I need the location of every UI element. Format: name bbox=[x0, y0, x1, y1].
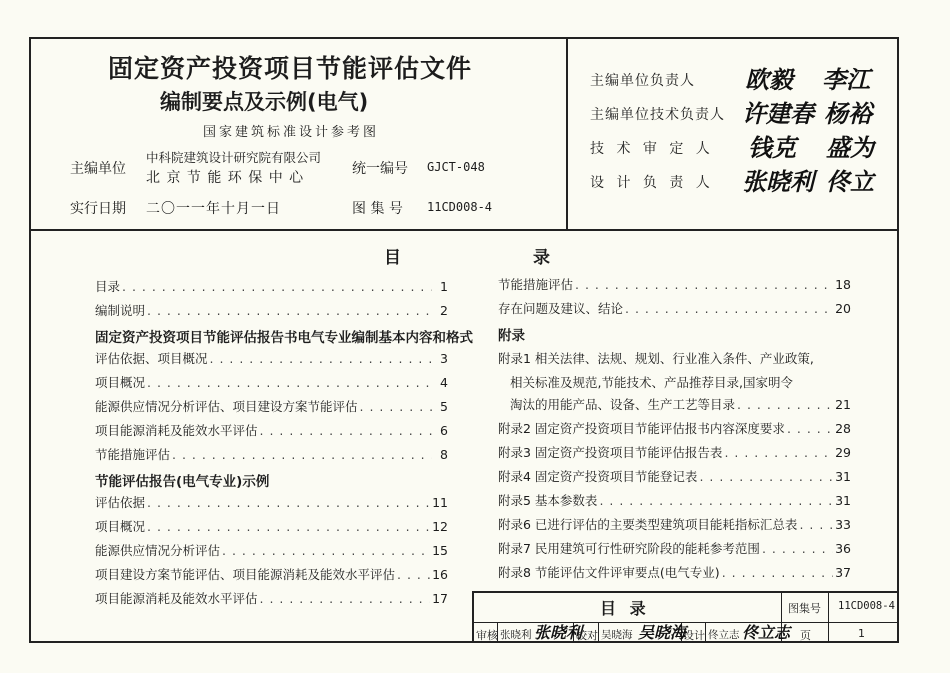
toc-entry-page: 16 bbox=[432, 567, 448, 582]
leader-dots bbox=[699, 468, 833, 486]
toc-entry[interactable] bbox=[498, 420, 851, 438]
toc-entry-page: 31 bbox=[835, 469, 851, 484]
review-name: 张晓利 bbox=[500, 629, 532, 641]
toc-entry-text: 项目概况 bbox=[95, 375, 146, 390]
leader-dots bbox=[762, 540, 833, 558]
toc-section-heading: 固定资产投资项目节能评估报告书电气专业编制基本内容和格式 bbox=[95, 330, 473, 346]
signature-1b: 李江 bbox=[822, 65, 870, 94]
signature-2a: 许建春 bbox=[742, 99, 814, 128]
toc-entry[interactable] bbox=[95, 494, 448, 512]
title-block-atlas-label: 图集号 bbox=[788, 602, 821, 615]
leader-dots bbox=[722, 564, 833, 582]
toc-title-right: 录 bbox=[533, 248, 550, 268]
toc-entry-page: 2 bbox=[440, 303, 448, 318]
toc-entry-page: 8 bbox=[440, 447, 448, 462]
leader-dots bbox=[147, 494, 430, 512]
toc-entry[interactable] bbox=[498, 516, 851, 534]
number-value: GJCT-048 bbox=[427, 160, 485, 174]
signature-3b: 盛为 bbox=[826, 133, 874, 162]
editor-org-2: 北 京 节 能 环 保 中 心 bbox=[146, 170, 305, 186]
toc-entry-page: 33 bbox=[835, 517, 851, 532]
toc-entry-text: 附录6 已进行评估的主要类型建筑项目能耗指标汇总表 bbox=[498, 517, 798, 532]
check-signature: 吴晓海 bbox=[638, 623, 687, 642]
toc-entry-text: 评估依据、项目概况 bbox=[95, 351, 208, 366]
toc-entry-page: 15 bbox=[432, 543, 448, 558]
title-block-col bbox=[828, 591, 829, 643]
toc-entry-page: 36 bbox=[835, 541, 851, 556]
responsible-role-4: 设 计 负 责 人 bbox=[590, 175, 714, 191]
document-title-line1: 固定资产投资项目节能评估文件 bbox=[108, 54, 473, 83]
header-divider bbox=[29, 229, 899, 231]
toc-entry[interactable] bbox=[95, 446, 448, 464]
leader-dots bbox=[787, 420, 833, 438]
toc-entry[interactable] bbox=[498, 276, 851, 294]
editor-label: 主编单位 bbox=[70, 161, 126, 177]
toc-entry[interactable] bbox=[95, 278, 448, 296]
toc-entry-text: 附录5 基本参数表 bbox=[498, 493, 598, 508]
toc-entry-page: 29 bbox=[835, 445, 851, 460]
responsible-role-1: 主编单位负责人 bbox=[590, 73, 695, 89]
toc-entry[interactable] bbox=[498, 492, 851, 510]
signature-4a: 张晓利 bbox=[742, 167, 814, 196]
check-name: 吴晓海 bbox=[601, 629, 633, 641]
leader-dots bbox=[172, 446, 432, 464]
number-label: 统一编号 bbox=[352, 161, 408, 177]
toc-entry-text: 存在问题及建议、结论 bbox=[498, 301, 624, 316]
toc-entry-text: 项目建设方案节能评估、项目能源消耗及能效水平评估 bbox=[95, 567, 396, 582]
toc-entry[interactable] bbox=[498, 444, 851, 462]
leader-dots bbox=[260, 422, 432, 440]
leader-dots bbox=[397, 566, 430, 584]
date-value: 二〇一一年十月一日 bbox=[146, 201, 281, 217]
check-label: 校对 bbox=[576, 629, 598, 642]
leader-dots bbox=[210, 350, 432, 368]
toc-entry-text: 项目能源消耗及能效水平评估 bbox=[95, 591, 258, 606]
leader-dots bbox=[575, 276, 833, 294]
design-label: 设计 bbox=[683, 629, 705, 642]
toc-entry-page: 5 bbox=[440, 399, 448, 414]
toc-entry[interactable] bbox=[95, 398, 448, 416]
atlas-label: 图 集 号 bbox=[352, 201, 403, 217]
page-value: 1 bbox=[858, 627, 865, 640]
toc-section-heading: 节能评估报告(电气专业)示例 bbox=[95, 474, 270, 490]
toc-entry-text: 节能措施评估 bbox=[498, 277, 574, 292]
design-name: 佟立志 bbox=[708, 629, 740, 641]
toc-entry-text: 能源供应情况分析评估、项目建设方案节能评估 bbox=[95, 399, 358, 414]
toc-entry-text: 附录4 固定资产投资项目节能登记表 bbox=[498, 469, 698, 484]
toc-entry-page: 3 bbox=[440, 351, 448, 366]
toc-entry[interactable] bbox=[95, 518, 448, 536]
toc-entry-page: 11 bbox=[432, 495, 448, 510]
signature-4b: 佟立 bbox=[826, 167, 874, 196]
toc-entry[interactable] bbox=[95, 302, 448, 320]
toc-entry-page: 6 bbox=[440, 423, 448, 438]
leader-dots bbox=[360, 398, 432, 416]
toc-entry-text: 节能措施评估 bbox=[95, 447, 171, 462]
toc-entry-text: 目录 bbox=[95, 279, 121, 294]
atlas-value: 11CD008-4 bbox=[427, 200, 493, 214]
toc-entry-page: 28 bbox=[835, 421, 851, 436]
leader-dots bbox=[737, 396, 833, 414]
toc-entry[interactable] bbox=[498, 564, 851, 582]
toc-entry-page: 18 bbox=[835, 277, 851, 292]
toc-entry[interactable] bbox=[95, 542, 448, 560]
design-signature: 佟立志 bbox=[742, 623, 791, 642]
toc-plain-line: 相关标准及规范,节能技术、产品推荐目录,国家明令 bbox=[510, 375, 793, 390]
toc-entry[interactable] bbox=[510, 396, 851, 414]
date-label: 实行日期 bbox=[70, 201, 126, 217]
toc-entry[interactable] bbox=[95, 566, 448, 584]
signature-1a: 欧毅 bbox=[745, 65, 793, 94]
toc-entry-text: 附录2 固定资产投资项目节能评估报书内容深度要求 bbox=[498, 421, 785, 436]
toc-entry-text: 附录3 固定资产投资项目节能评估报告表 bbox=[498, 445, 723, 460]
toc-entry-text: 附录7 民用建筑可行性研究阶段的能耗参考范围 bbox=[498, 541, 760, 556]
leader-dots bbox=[260, 590, 431, 608]
toc-entry-text: 附录8 节能评估文件评审要点(电气专业) bbox=[498, 565, 720, 580]
toc-entry-text: 评估依据 bbox=[95, 495, 146, 510]
toc-title-left: 目 bbox=[384, 248, 401, 268]
toc-entry-page: 12 bbox=[432, 519, 448, 534]
editor-org-1: 中科院建筑设计研究院有限公司 bbox=[146, 150, 322, 165]
toc-entry-text: 能源供应情况分析评估 bbox=[95, 543, 221, 558]
title-block-name: 目 录 bbox=[600, 599, 650, 618]
toc-entry-page: 17 bbox=[432, 591, 448, 606]
page-label: 页 bbox=[800, 629, 811, 642]
toc-entry-page: 31 bbox=[835, 493, 851, 508]
review-label: 审核 bbox=[476, 629, 498, 642]
toc-entry-text: 编制说明 bbox=[95, 303, 146, 318]
title-block-atlas-value: 11CD008-4 bbox=[838, 600, 895, 612]
toc-entry-text: 淘汰的用能产品、设备、生产工艺等目录 bbox=[510, 397, 736, 412]
toc-entry[interactable] bbox=[498, 540, 851, 558]
leader-dots bbox=[222, 542, 430, 560]
document-title-line2: 编制要点及示例(电气) bbox=[160, 90, 369, 114]
signature-3a: 钱克 bbox=[748, 133, 796, 162]
toc-section-heading: 附录 bbox=[498, 328, 525, 344]
signature-2b: 杨裕 bbox=[824, 99, 872, 128]
leader-dots bbox=[799, 516, 833, 534]
toc-entry-page: 4 bbox=[440, 375, 448, 390]
responsible-role-3: 技 术 审 定 人 bbox=[590, 141, 714, 157]
header-vertical-divider bbox=[566, 37, 568, 230]
toc-entry-page: 20 bbox=[835, 301, 851, 316]
toc-entry[interactable] bbox=[95, 350, 448, 368]
leader-dots bbox=[147, 302, 432, 320]
toc-entry-text: 项目能源消耗及能效水平评估 bbox=[95, 423, 258, 438]
leader-dots bbox=[147, 518, 430, 536]
title-block-col bbox=[598, 622, 599, 643]
review-signature: 张晓利 bbox=[534, 623, 583, 642]
toc-plain-line: 附录1 相关法律、法规、规划、行业准入条件、产业政策, bbox=[498, 351, 814, 366]
toc-entry-page: 37 bbox=[835, 565, 851, 580]
toc-entry[interactable] bbox=[95, 590, 448, 608]
leader-dots bbox=[122, 278, 432, 296]
toc-entry-page: 1 bbox=[440, 279, 448, 294]
title-block-col bbox=[705, 622, 706, 643]
responsible-role-2: 主编单位技术负责人 bbox=[590, 107, 725, 123]
document-subtitle: 国家建筑标准设计参考图 bbox=[203, 125, 380, 140]
toc-entry-text: 项目概况 bbox=[95, 519, 146, 534]
leader-dots bbox=[147, 374, 432, 392]
toc-entry[interactable] bbox=[498, 468, 851, 486]
toc-entry[interactable] bbox=[498, 300, 851, 318]
toc-entry[interactable] bbox=[95, 374, 448, 392]
leader-dots bbox=[625, 300, 833, 318]
toc-entry[interactable] bbox=[95, 422, 448, 440]
toc-entry-page: 21 bbox=[835, 397, 851, 412]
leader-dots bbox=[599, 492, 833, 510]
leader-dots bbox=[724, 444, 833, 462]
